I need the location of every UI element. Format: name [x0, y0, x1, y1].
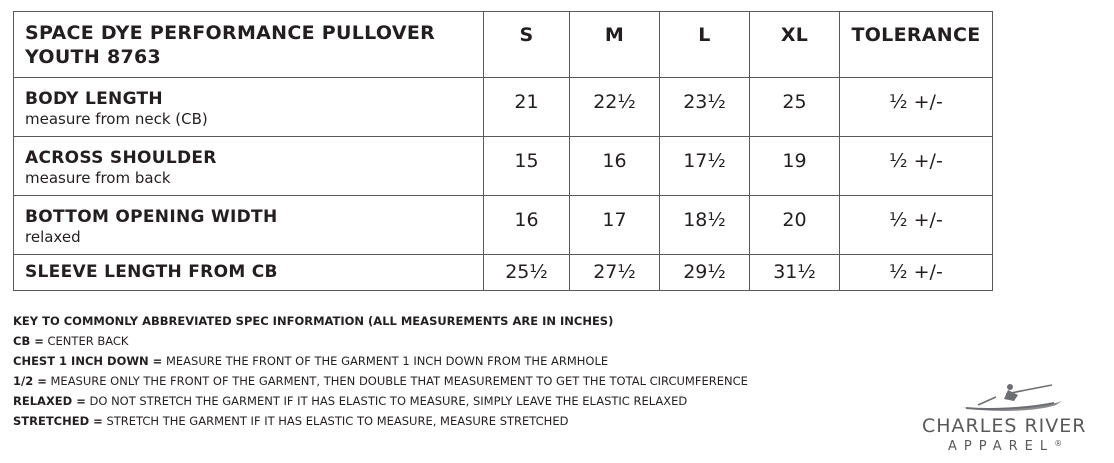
tolerance-cell: ½ +/- — [840, 137, 993, 196]
brand-name: CHARLES RIVER — [922, 415, 1087, 437]
value-cell: 17½ — [660, 137, 750, 196]
table-row — [14, 137, 993, 196]
key-item — [13, 411, 748, 431]
rower-icon — [956, 381, 1066, 413]
key-item — [13, 331, 748, 351]
value-cell: 20 — [750, 196, 840, 255]
table-row — [14, 196, 993, 255]
tolerance-header: TOLERANCE — [840, 12, 993, 78]
table-title — [14, 12, 484, 78]
value-cell: 21 — [484, 78, 570, 137]
row-label-cell — [14, 196, 484, 255]
table-row — [14, 255, 993, 291]
key-term: 1/2 = — [13, 374, 47, 388]
value-cell: 15 — [484, 137, 570, 196]
title-line2: YOUTH 8763 — [25, 46, 162, 68]
key-item — [13, 351, 748, 371]
size-header: S — [484, 12, 570, 78]
row-sublabel: measure from neck (CB) — [25, 110, 208, 128]
value-cell: 25 — [750, 78, 840, 137]
value-cell: 27½ — [570, 255, 660, 291]
tolerance-cell: ½ +/- — [840, 78, 993, 137]
row-sublabel: measure from back — [25, 169, 171, 187]
key-term: CHEST 1 INCH DOWN = — [13, 354, 163, 368]
title-line1: SPACE DYE PERFORMANCE PULLOVER — [25, 22, 436, 44]
size-header: L — [660, 12, 750, 78]
key-item — [13, 391, 748, 411]
table-row — [14, 78, 993, 137]
brand-sub: APPAREL® — [948, 439, 1063, 454]
key-term: CB = — [13, 334, 44, 348]
key-definition: MEASURE ONLY THE FRONT OF THE GARMENT, THEN DOUBLE THAT MEASUREMENT TO GET THE TOTAL CIRCUMFERENCE — [46, 374, 748, 388]
brand-logo — [918, 381, 1098, 461]
key-term: STRETCHED = — [13, 414, 103, 428]
key-term: RELAXED = — [13, 394, 86, 408]
key-definition: MEASURE THE FRONT OF THE GARMENT 1 INCH DOWN FROM THE ARMHOLE — [162, 354, 609, 368]
row-label-cell — [14, 78, 484, 137]
value-cell: 31½ — [750, 255, 840, 291]
key-definition: DO NOT STRETCH THE GARMENT IF IT HAS ELASTIC TO MEASURE, SIMPLY LEAVE THE ELASTIC RELAXED — [85, 394, 688, 408]
value-cell: 25½ — [484, 255, 570, 291]
key-item — [13, 371, 748, 391]
spec-key — [13, 311, 748, 431]
row-label-cell — [14, 137, 484, 196]
row-label: BOTTOM OPENING WIDTH — [25, 207, 278, 227]
value-cell: 16 — [484, 196, 570, 255]
value-cell: 29½ — [660, 255, 750, 291]
value-cell: 19 — [750, 137, 840, 196]
row-label: SLEEVE LENGTH FROM CB — [25, 262, 278, 282]
key-definition: CENTER BACK — [43, 334, 129, 348]
key-definition: STRETCH THE GARMENT IF IT HAS ELASTIC TO MEASURE, MEASURE STRETCHED — [102, 414, 569, 428]
value-cell: 17 — [570, 196, 660, 255]
row-label: ACROSS SHOULDER — [25, 148, 217, 168]
row-label-cell — [14, 255, 484, 291]
size-header: XL — [750, 12, 840, 78]
tolerance-cell: ½ +/- — [840, 196, 993, 255]
value-cell: 22½ — [570, 78, 660, 137]
row-sublabel: relaxed — [25, 228, 81, 246]
size-header: M — [570, 12, 660, 78]
value-cell: 16 — [570, 137, 660, 196]
value-cell: 18½ — [660, 196, 750, 255]
key-heading: KEY TO COMMONLY ABBREVIATED SPEC INFORMATION (ALL MEASUREMENTS ARE IN INCHES) — [13, 314, 614, 328]
tolerance-cell: ½ +/- — [840, 255, 993, 291]
value-cell: 23½ — [660, 78, 750, 137]
row-label: BODY LENGTH — [25, 89, 163, 109]
spec-table — [13, 11, 993, 291]
header-row — [14, 12, 993, 78]
